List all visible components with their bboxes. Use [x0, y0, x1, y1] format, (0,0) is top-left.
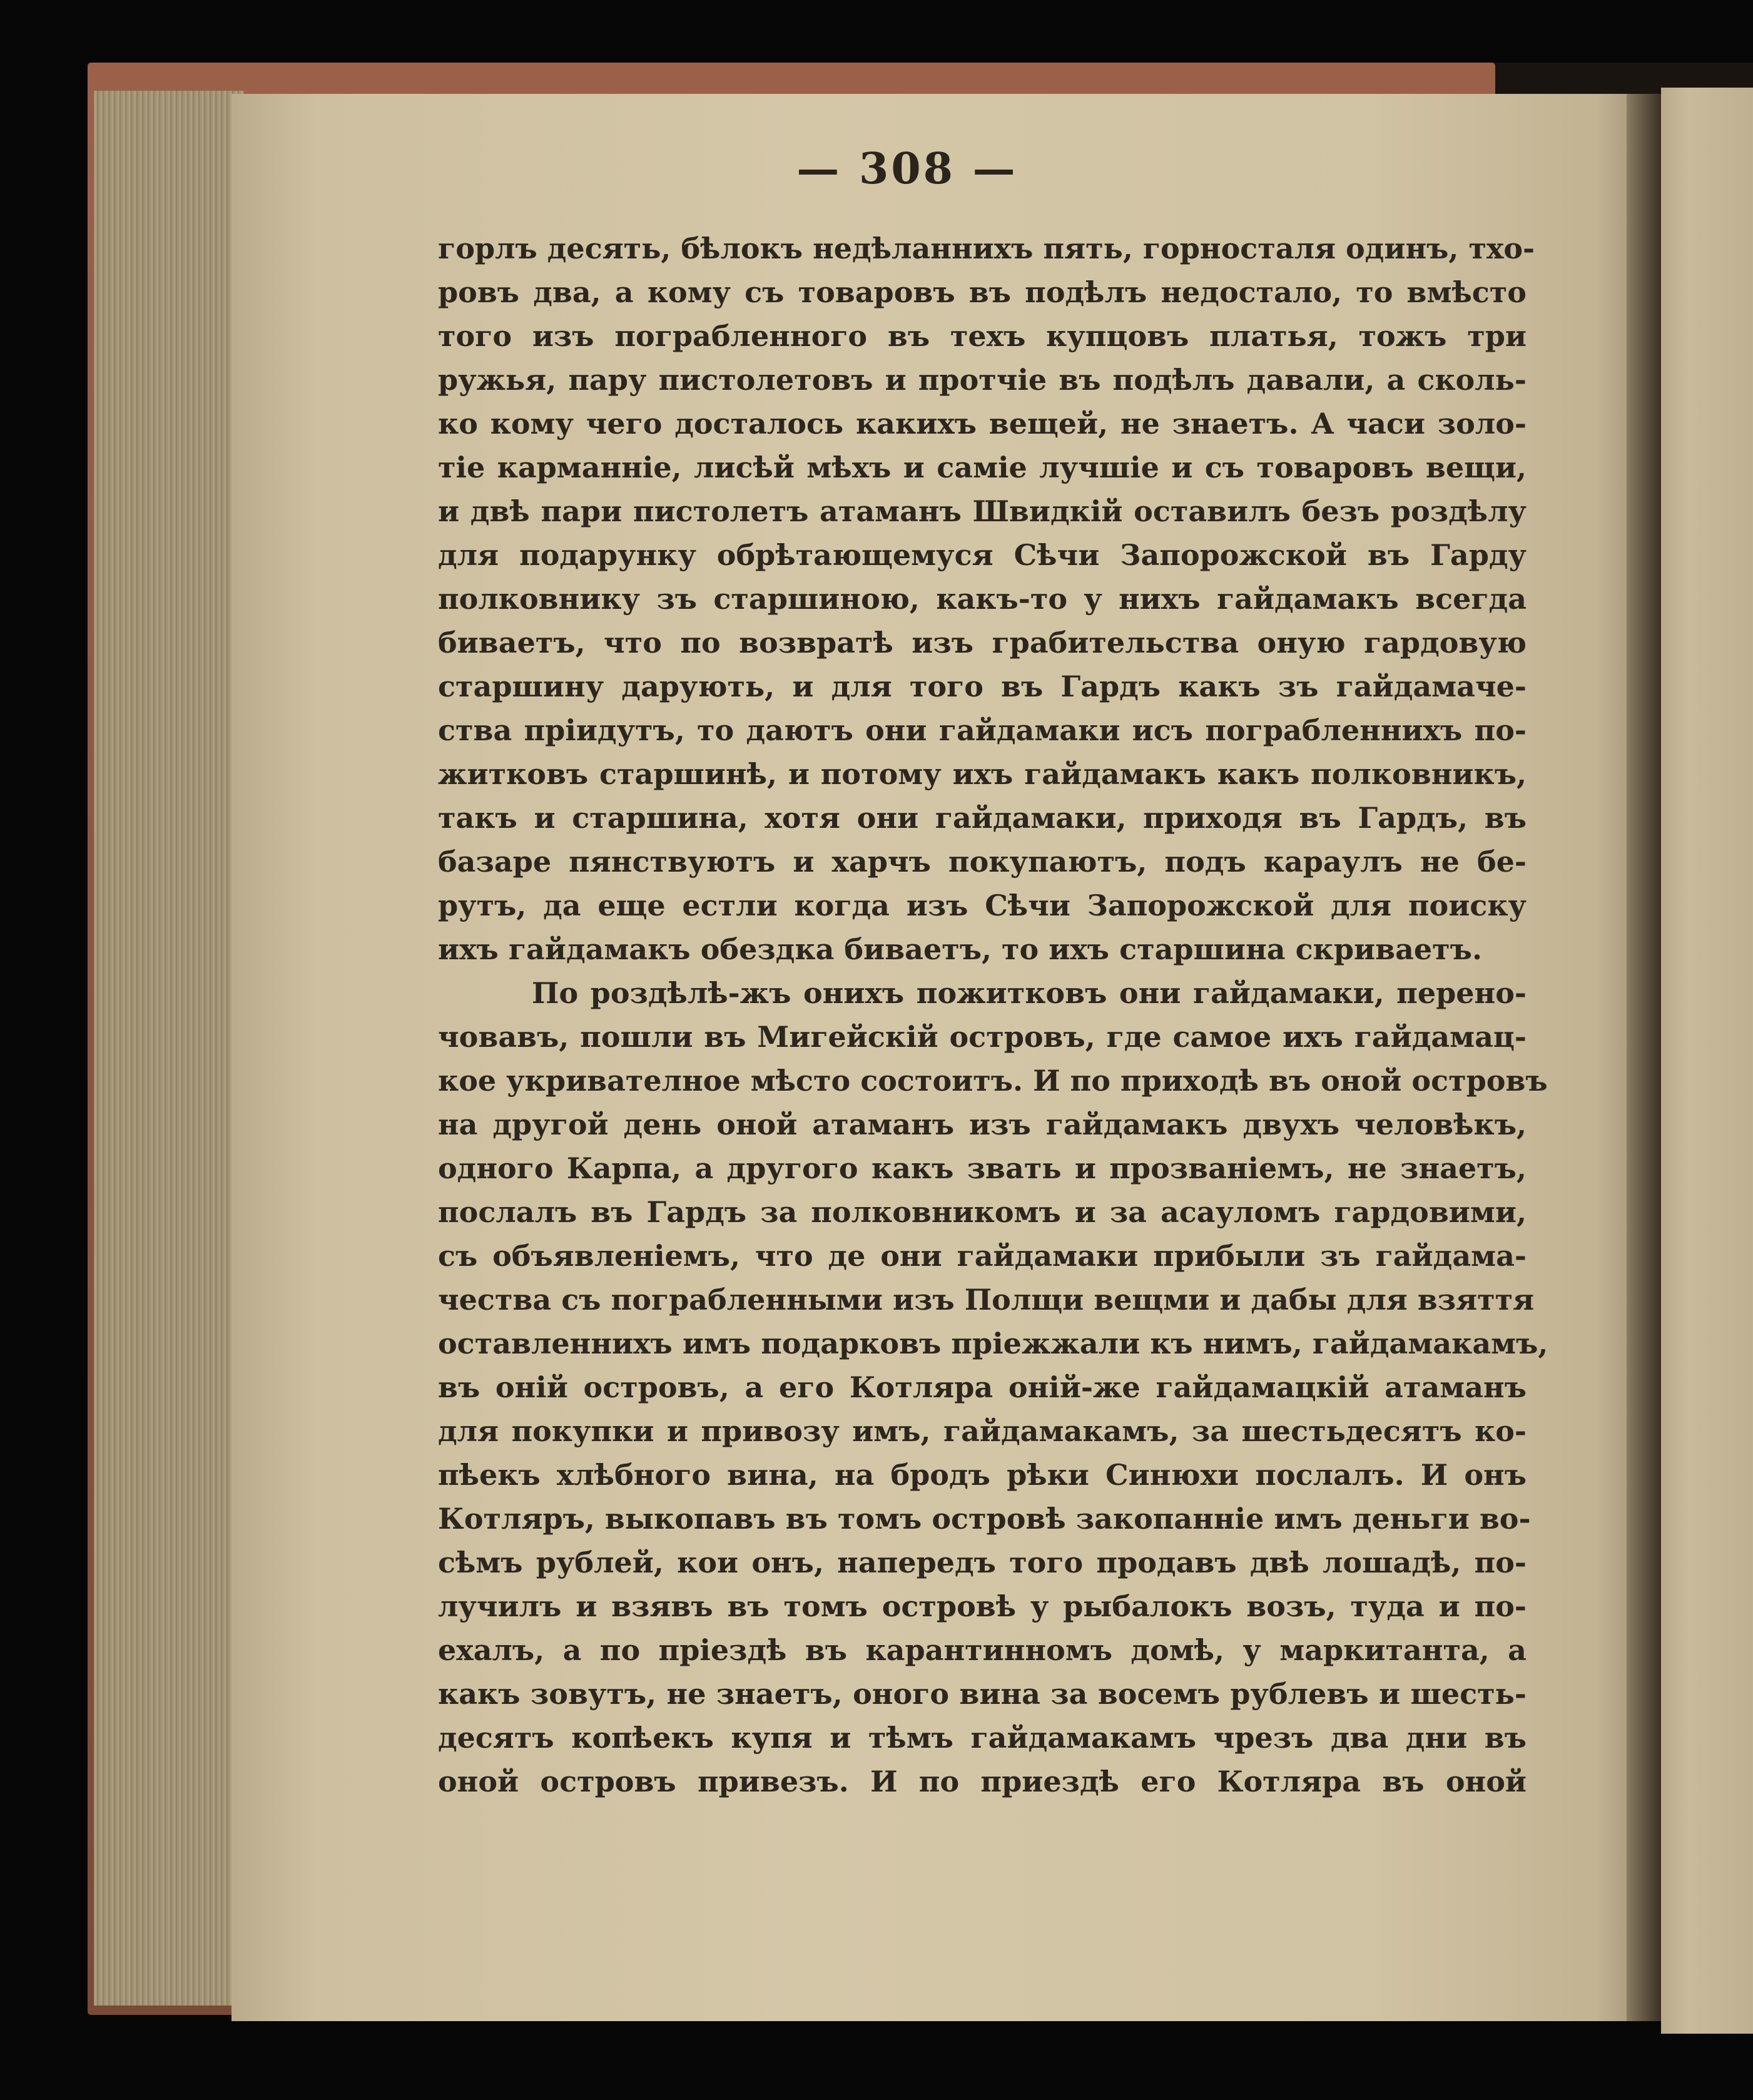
- text-line: съ объявленіемъ, что де они гайдамаки прибыли зъ гайдама-: [438, 1239, 1527, 1273]
- page-text: [438, 227, 1548, 1803]
- text-line: човавъ, пошли въ Мигейскій островъ, где самое ихъ гайдамац-: [438, 1020, 1527, 1054]
- text-line: на другой день оной атаманъ изъ гайдамакъ двухъ человѣкъ,: [438, 1108, 1527, 1141]
- text-line: какъ зовутъ, не знаетъ, оного вина за восемъ рублевъ и шесть-: [438, 1677, 1527, 1711]
- page-number: — 308 —: [796, 144, 1018, 194]
- text-line: Котляръ, выкопавъ въ томъ островѣ закопанніе имъ деньги во-: [438, 1502, 1531, 1536]
- text-line: рутъ, да еще естли когда изъ Сѣчи Запорожской для поиску: [438, 889, 1527, 922]
- text-line: житковъ старшинѣ, и потому ихъ гайдамакъ какъ полковникъ,: [438, 757, 1527, 791]
- text-line: кое укривателное мѣсто состоитъ. И по приходѣ въ оной островъ: [438, 1064, 1548, 1098]
- text-line: ства пріидутъ, то даютъ они гайдамаки исъ пограбленнихъ по-: [438, 713, 1527, 747]
- page-edges: [94, 91, 244, 2006]
- text-line: базаре пянствуютъ и харчъ покупаютъ, подъ караулъ не бе-: [438, 845, 1527, 879]
- book-gutter: [1627, 94, 1661, 2021]
- text-line: чества съ пограбленными изъ Полщи вещми и дабы для взяття: [438, 1283, 1535, 1317]
- text-line: и двѣ пари пистолетъ атаманъ Швидкій оставилъ безъ роздѣлу: [438, 494, 1527, 528]
- text-line: ровъ два, а кому съ товаровъ въ подѣлъ недостало, то вмѣсто: [438, 275, 1527, 309]
- text-line: въ оній островъ, а его Котляра оній-же гайдамацкій атаманъ: [438, 1370, 1527, 1404]
- text-line: того изъ пограбленного въ техъ купцовъ платья, тожъ три: [438, 319, 1527, 353]
- text-line: для покупки и привозу имъ, гайдамакамъ, за шестьдесятъ ко-: [438, 1414, 1527, 1448]
- text-line: полковнику зъ старшиною, какъ-то у нихъ гайдамакъ всегда: [438, 582, 1527, 616]
- text-line: горлъ десять, бѣлокъ недѣланнихъ пять, горносталя одинъ, тхо-: [438, 232, 1535, 265]
- text-line: тіе карманніе, лисѣй мѣхъ и саміе лучшіе и съ товаровъ вещи,: [438, 451, 1527, 484]
- text-line: десятъ копѣекъ купя и тѣмъ гайдамакамъ чрезъ два дни въ: [438, 1721, 1527, 1755]
- text-line: По роздѣлѣ-жъ онихъ пожитковъ они гайдамаки, перено-: [532, 976, 1527, 1010]
- text-line: старшину дарують, и для того въ Гардъ какъ зъ гайдамаче-: [438, 670, 1527, 703]
- text-line: биваетъ, что по возвратѣ изъ грабительства оную гардовую: [438, 626, 1527, 660]
- text-line: для подарунку обрѣтающемуся Сѣчи Запорожской въ Гарду: [438, 538, 1527, 572]
- text-line: ехалъ, а по пріездѣ въ карантинномъ домѣ, у маркитанта, а: [438, 1633, 1527, 1667]
- text-line: одного Карпа, а другого какъ звать и прозваніемъ, не знаетъ,: [438, 1151, 1527, 1185]
- text-line: сѣмъ рублей, кои онъ, напередъ того продавъ двѣ лошадѣ, по-: [438, 1546, 1527, 1579]
- text-line: ружья, пару пистолетовъ и протчіе въ подѣлъ давали, а сколь-: [438, 363, 1527, 397]
- text-line: лучилъ и взявъ въ томъ островѣ у рыбалокъ возъ, туда и по-: [438, 1589, 1527, 1623]
- text-line: ихъ гайдамакъ обездка биваетъ, то ихъ старшина скриваетъ.: [438, 932, 1482, 966]
- text-line: послалъ въ Гардъ за полковникомъ и за асауломъ гардовими,: [438, 1195, 1527, 1229]
- text-line: пѣекъ хлѣбного вина, на бродъ рѣки Синюхи послалъ. И онъ: [438, 1458, 1527, 1492]
- text-line: оной островъ привезъ. И по приездѣ его Котляра въ оной: [438, 1765, 1527, 1798]
- text-line: ко кому чего досталось какихъ вещей, не знаетъ. А часи золо-: [438, 407, 1527, 441]
- text-line: оставленнихъ имъ подарковъ пріежжали къ нимъ, гайдамакамъ,: [438, 1327, 1548, 1360]
- facing-page: [1661, 88, 1753, 2034]
- text-line: такъ и старшина, хотя они гайдамаки, приходя въ Гардъ, въ: [438, 801, 1527, 835]
